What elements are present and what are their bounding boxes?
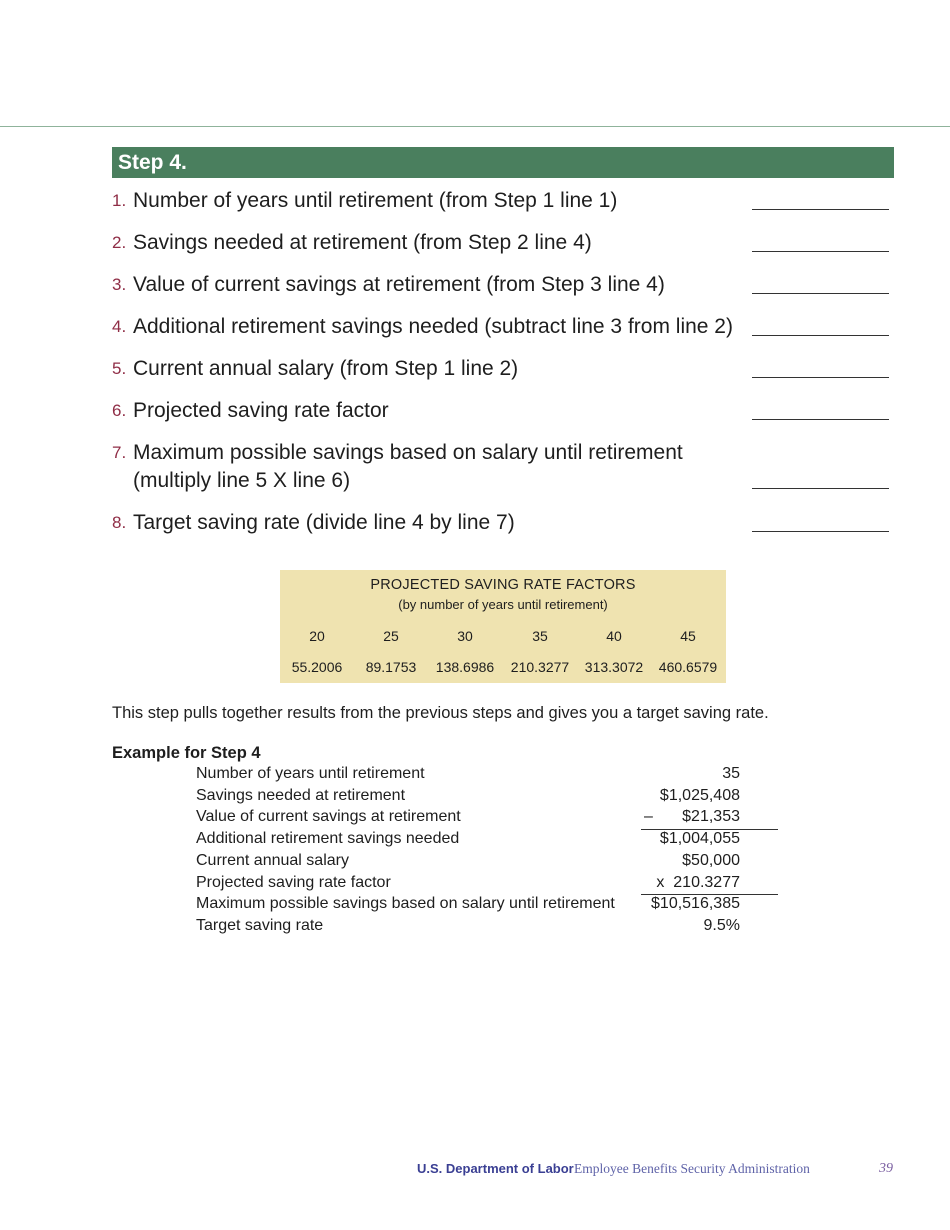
year-header: 25: [383, 628, 399, 644]
answer-blank[interactable]: [752, 251, 889, 252]
factor-value: 313.3072: [584, 659, 644, 675]
step-description: This step pulls together results from the previous steps and gives you a target saving rate.: [112, 704, 769, 722]
line-label: Current annual salary (from Step 1 line 2): [133, 357, 519, 380]
example-row: [196, 852, 778, 874]
line-number: 6.: [112, 401, 127, 420]
worksheet-line-7: [112, 439, 894, 501]
example-label: Current annual salary: [196, 852, 349, 869]
year-header: 40: [606, 628, 622, 644]
example-row: [196, 830, 778, 852]
example-row: [196, 895, 778, 917]
top-divider: [0, 126, 950, 127]
factor-table-title: PROJECTED SAVING RATE FACTORS: [370, 577, 636, 593]
factor-value: 89.1753: [365, 659, 417, 675]
year-header: 30: [457, 628, 473, 644]
line-number: 3.: [112, 275, 127, 294]
footer-department: U.S. Department of Labor: [417, 1161, 574, 1176]
footer-agency: Employee Benefits Security Administration: [574, 1161, 810, 1176]
example-row: [196, 787, 778, 809]
minus-sign: –: [644, 808, 653, 825]
worksheet-line-3: [112, 271, 894, 311]
example-value: $21,353: [682, 808, 740, 825]
answer-blank[interactable]: [752, 531, 889, 532]
step-heading: Step 4.: [112, 147, 894, 178]
worksheet-line-2: [112, 229, 894, 269]
example-label: Value of current savings at retirement: [196, 808, 461, 825]
line-number: 8.: [112, 513, 127, 532]
year-header: 20: [309, 628, 325, 644]
worksheet-line-4: [112, 313, 894, 353]
example-label: Additional retirement savings needed: [196, 830, 460, 847]
example-row: [196, 808, 778, 830]
example-row: [196, 917, 778, 939]
example-value: $1,025,408: [659, 787, 740, 804]
answer-blank[interactable]: [752, 419, 889, 420]
factor-value: 138.6986: [435, 659, 495, 675]
line-label-continued: (multiply line 5 X line 6): [133, 469, 351, 492]
worksheet-line-6: [112, 397, 894, 437]
year-header: 35: [532, 628, 548, 644]
worksheet-line-1: [112, 187, 894, 227]
factor-value: 55.2006: [291, 659, 343, 675]
page-number: 39: [879, 1161, 893, 1176]
example-value: $10,516,385: [651, 895, 740, 912]
answer-blank[interactable]: [752, 209, 889, 210]
example-value: x 210.3277: [656, 874, 740, 891]
example-value: 9.5%: [703, 917, 740, 934]
example-label: Number of years until retirement: [196, 765, 425, 782]
line-number: 2.: [112, 233, 127, 252]
example-value: $50,000: [682, 852, 740, 869]
worksheet-line-8: [112, 509, 894, 549]
example-label: Maximum possible savings based on salary until retirement: [196, 895, 615, 912]
example-value: $1,004,055: [659, 830, 740, 847]
factor-table-subtitle: (by number of years until retirement): [398, 597, 608, 612]
example-label: Savings needed at retirement: [196, 787, 406, 804]
year-header: 45: [680, 628, 696, 644]
line-label: Value of current savings at retirement (from Step 3 line 4): [133, 273, 665, 296]
answer-blank[interactable]: [752, 488, 889, 489]
line-label: Savings needed at retirement (from Step 2 line 4): [133, 231, 592, 254]
line-label: Target saving rate (divide line 4 by line 7): [133, 511, 515, 534]
answer-blank[interactable]: [752, 377, 889, 378]
example-row: [196, 765, 778, 787]
line-label: Maximum possible savings based on salary until retirement: [133, 441, 683, 464]
factor-value: 460.6579: [658, 659, 718, 675]
line-number: 1.: [112, 191, 127, 210]
example-label: Target saving rate: [196, 917, 324, 934]
factor-value: 210.3277: [510, 659, 570, 675]
line-label: Number of years until retirement (from Step 1 line 1): [133, 189, 618, 212]
saving-rate-factor-table: [280, 570, 726, 683]
answer-blank[interactable]: [752, 335, 889, 336]
answer-blank[interactable]: [752, 293, 889, 294]
line-label: Projected saving rate factor: [133, 399, 389, 422]
worksheet-line-5: [112, 355, 894, 395]
example-value: 35: [722, 765, 740, 782]
example-label: Projected saving rate factor: [196, 874, 391, 891]
line-label: Additional retirement savings needed (subtract line 3 from line 2): [133, 315, 733, 338]
line-number: 7.: [112, 443, 127, 462]
example-title: Example for Step 4: [112, 744, 261, 762]
example-row: [196, 874, 778, 896]
line-number: 5.: [112, 359, 127, 378]
line-number: 4.: [112, 317, 127, 336]
